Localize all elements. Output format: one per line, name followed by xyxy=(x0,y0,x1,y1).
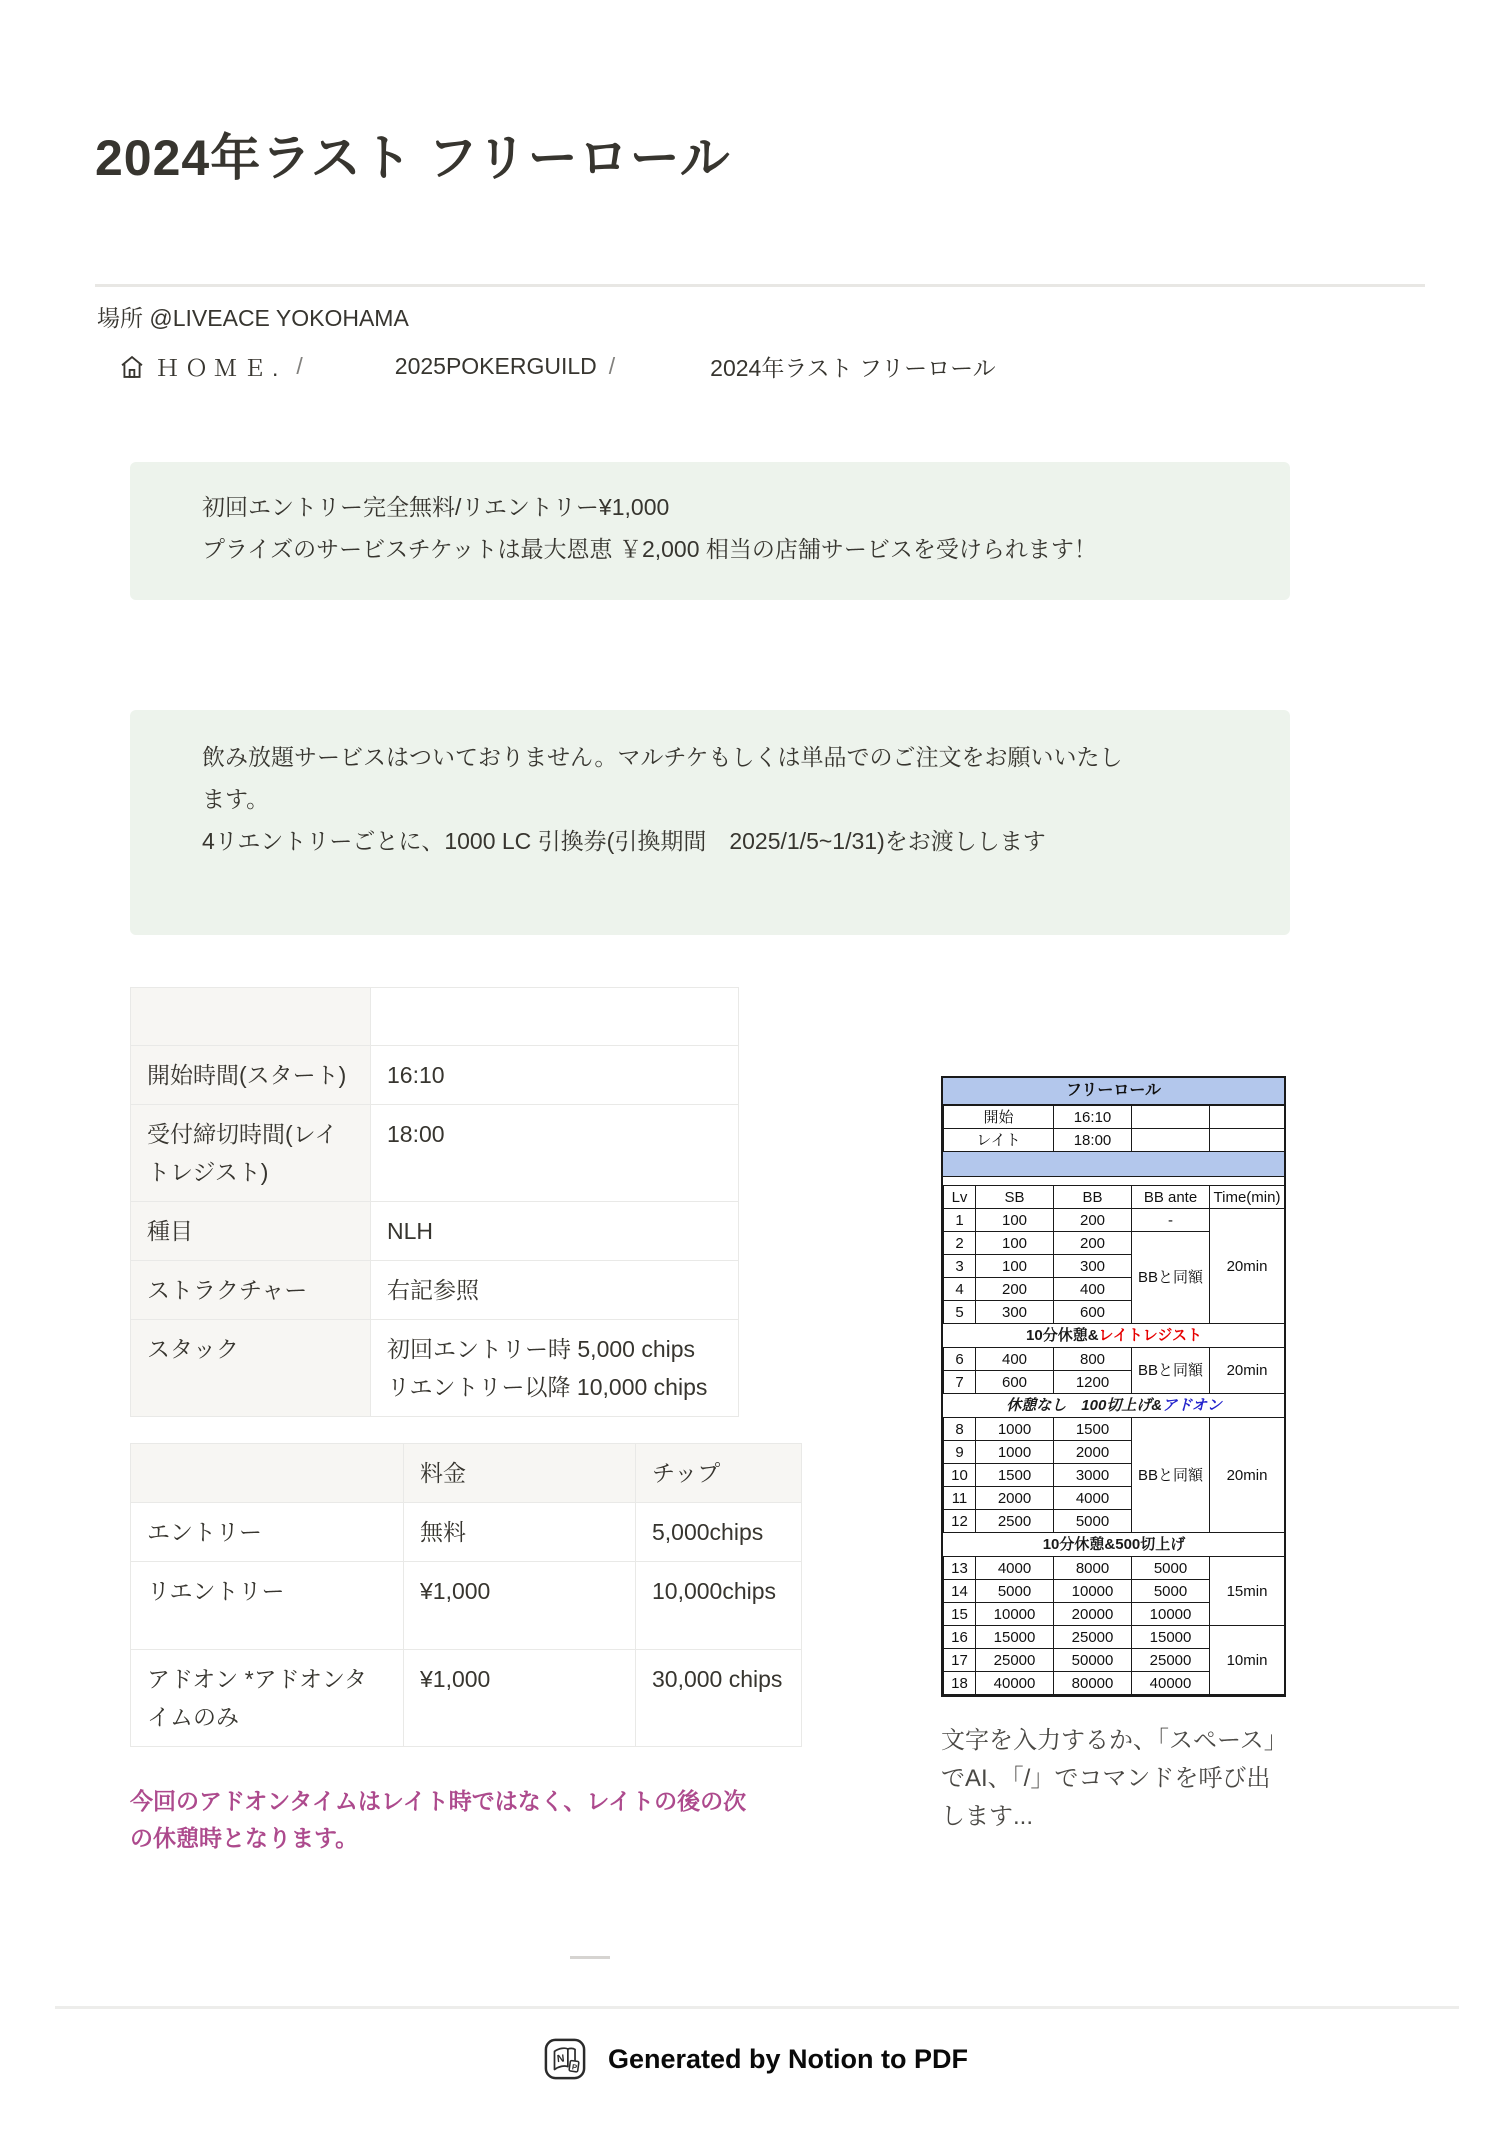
bb-cell: 1200 xyxy=(1054,1371,1132,1394)
lv-cell: 12 xyxy=(944,1510,976,1533)
sb-cell: 15000 xyxy=(976,1626,1054,1649)
lv-cell: 10 xyxy=(944,1464,976,1487)
row-label-cell: 開始時間(スタート) xyxy=(131,1046,371,1105)
lv-cell: 11 xyxy=(944,1487,976,1510)
lv-cell: 1 xyxy=(944,1209,976,1232)
sb-cell: 100 xyxy=(976,1209,1054,1232)
break-band-text: アドオン xyxy=(1162,1397,1222,1414)
collapsed-divider xyxy=(570,1956,610,1959)
lv-cell: 7 xyxy=(944,1371,976,1394)
bb-cell: 25000 xyxy=(1054,1626,1132,1649)
svg-text:N: N xyxy=(556,2052,566,2066)
row-value-cell xyxy=(371,1202,739,1261)
bb-cell: 3000 xyxy=(1054,1464,1132,1487)
lv-cell: 15 xyxy=(944,1603,976,1626)
structure-info-row xyxy=(944,1106,1285,1129)
ante-cell: BBと同額 xyxy=(1132,1232,1210,1324)
structure-info-value: 16:10 xyxy=(1054,1106,1132,1129)
bb-cell: 1500 xyxy=(1054,1418,1132,1441)
home-icon xyxy=(118,353,146,381)
row-value-cell xyxy=(371,1320,739,1417)
callout-text: 4リエントリーごとに、1000 LC 引換券(引換期間 2025/1/5~1/31)をお渡しします xyxy=(202,828,1046,854)
table-cell: 30,000 chips xyxy=(636,1650,802,1747)
structure-blue-band xyxy=(943,1152,1284,1177)
time-cell: 20min xyxy=(1210,1418,1285,1533)
column-header: チップ xyxy=(636,1444,802,1503)
time-cell: 20min xyxy=(1210,1209,1285,1324)
sb-cell: 25000 xyxy=(976,1649,1054,1672)
breadcrumb-item-home[interactable]: ＨＯＭＥ. xyxy=(156,355,285,381)
row-label-cell: 種目 xyxy=(131,1202,371,1261)
break-band-cell xyxy=(944,1533,1285,1557)
table-cell: ¥1,000 xyxy=(404,1650,636,1747)
sb-cell: 400 xyxy=(976,1348,1054,1371)
break-band-text: 10分休憩& xyxy=(1026,1327,1099,1344)
bb-cell: 8000 xyxy=(1054,1557,1132,1580)
lv-cell: 13 xyxy=(944,1557,976,1580)
levels-header-row xyxy=(944,1186,1285,1209)
bb-cell: 5000 xyxy=(1054,1510,1132,1533)
page-title: 2024年ラスト フリーロール xyxy=(95,130,731,186)
empty-cell xyxy=(1132,1129,1210,1152)
sb-cell: 40000 xyxy=(976,1672,1054,1695)
sb-cell: 600 xyxy=(976,1371,1054,1394)
callout-text: 初回エントリー完全無料/リエントリー¥1,000 xyxy=(202,494,670,520)
table-row xyxy=(131,1503,802,1562)
table-row xyxy=(131,988,739,1046)
breadcrumb-separator: / xyxy=(296,353,303,379)
row-label-cell: 受付締切時間(レイトレジスト) xyxy=(131,1105,371,1202)
bb-cell: 200 xyxy=(1054,1232,1132,1255)
sb-cell: 1000 xyxy=(976,1418,1054,1441)
callout-text: プライズのサービスチケットは最大恩恵 ￥2,000 相当の店舗サービスを受けられます！ xyxy=(202,536,1097,562)
bb-cell: 800 xyxy=(1054,1348,1132,1371)
table-cell: 5,000chips xyxy=(636,1503,802,1562)
column-header xyxy=(131,1444,404,1503)
bb-cell: 400 xyxy=(1054,1278,1132,1301)
bb-cell: 10000 xyxy=(1054,1580,1132,1603)
break-band-cell xyxy=(944,1394,1285,1418)
row-value-cell xyxy=(371,988,739,1046)
callout-drink-info xyxy=(130,710,1290,935)
break-band-text: 10分休憩&500切上げ xyxy=(1042,1536,1186,1553)
spacer xyxy=(943,1177,1284,1185)
level-row xyxy=(944,1209,1285,1232)
levels-column-header: BB ante xyxy=(1132,1186,1210,1209)
sb-cell: 100 xyxy=(976,1255,1054,1278)
break-band-row xyxy=(944,1533,1285,1557)
info-table xyxy=(130,987,739,1417)
sb-cell: 1500 xyxy=(976,1464,1054,1487)
sb-cell: 4000 xyxy=(976,1557,1054,1580)
structure-levels-table xyxy=(943,1185,1285,1695)
bb-cell: 80000 xyxy=(1054,1672,1132,1695)
sb-cell: 1000 xyxy=(976,1441,1054,1464)
ante-cell: 10000 xyxy=(1132,1603,1210,1626)
table-row xyxy=(131,1202,739,1261)
table-row xyxy=(131,1650,802,1747)
break-band-row xyxy=(944,1394,1285,1418)
table-cell: リエントリー xyxy=(131,1562,404,1650)
row-value-cell xyxy=(371,1046,739,1105)
table-cell: 10,000chips xyxy=(636,1562,802,1650)
ante-cell: 40000 xyxy=(1132,1672,1210,1695)
bb-cell: 20000 xyxy=(1054,1603,1132,1626)
row-value-cell xyxy=(371,1105,739,1202)
sb-cell: 2500 xyxy=(976,1510,1054,1533)
value-line: 右記参照 xyxy=(387,1277,479,1303)
structure-title: フリーロール xyxy=(943,1078,1284,1105)
lv-cell: 3 xyxy=(944,1255,976,1278)
row-label-cell xyxy=(131,988,371,1046)
empty-cell xyxy=(1210,1129,1285,1152)
addon-note: 今回のアドオンタイムはレイト時ではなく、レイトの後の次の休憩時となります。 xyxy=(130,1788,747,1851)
sb-cell: 300 xyxy=(976,1301,1054,1324)
sb-cell: 5000 xyxy=(976,1580,1054,1603)
placeholder-caption: 文字を入力するか、「スペース」でAI、「/」でコマンドを呼び出します... xyxy=(941,1727,1288,1830)
lv-cell: 18 xyxy=(944,1672,976,1695)
time-cell: 20min xyxy=(1210,1348,1285,1394)
break-band-row xyxy=(944,1324,1285,1348)
empty-cell xyxy=(1210,1106,1285,1129)
level-row xyxy=(944,1626,1285,1649)
table-row xyxy=(131,1261,739,1320)
table-row xyxy=(131,1105,739,1202)
lv-cell: 8 xyxy=(944,1418,976,1441)
ante-cell: 5000 xyxy=(1132,1580,1210,1603)
structure-info-value: 18:00 xyxy=(1054,1129,1132,1152)
structure-info-label: 開始 xyxy=(944,1106,1054,1129)
lv-cell: 17 xyxy=(944,1649,976,1672)
levels-column-header: SB xyxy=(976,1186,1054,1209)
ante-cell: BBと同額 xyxy=(1132,1348,1210,1394)
sb-cell: 200 xyxy=(976,1278,1054,1301)
lv-cell: 2 xyxy=(944,1232,976,1255)
bb-cell: 300 xyxy=(1054,1255,1132,1278)
levels-column-header: Lv xyxy=(944,1186,976,1209)
time-cell: 15min xyxy=(1210,1557,1285,1626)
lv-cell: 5 xyxy=(944,1301,976,1324)
lv-cell: 16 xyxy=(944,1626,976,1649)
value-line: NLH xyxy=(387,1218,434,1244)
value-line: 18:00 xyxy=(387,1121,445,1147)
table-cell: 無料 xyxy=(404,1503,636,1562)
breadcrumb xyxy=(118,350,996,383)
breadcrumb-item-pokerguild[interactable]: 2025POKERGUILD xyxy=(394,353,597,379)
time-cell: 10min xyxy=(1210,1626,1285,1695)
footer-divider xyxy=(55,2006,1459,2009)
break-band-cell xyxy=(944,1324,1285,1348)
ante-cell: - xyxy=(1132,1209,1210,1232)
price-table xyxy=(130,1443,802,1747)
bb-cell: 200 xyxy=(1054,1209,1132,1232)
header-row xyxy=(131,1444,802,1503)
callout-text: 飲み放題サービスはついておりません。マルチケもしくは単品でのご注文をお願いいたします。 xyxy=(202,744,1123,812)
lv-cell: 6 xyxy=(944,1348,976,1371)
divider xyxy=(95,284,1425,287)
ante-cell: 5000 xyxy=(1132,1557,1210,1580)
level-row xyxy=(944,1348,1285,1371)
level-row xyxy=(944,1418,1285,1441)
value-line: リエントリー以降 10,000 chips xyxy=(387,1374,708,1400)
levels-column-header: Time(min) xyxy=(1210,1186,1285,1209)
bb-cell: 4000 xyxy=(1054,1487,1132,1510)
structure-info-row xyxy=(944,1129,1285,1152)
row-label-cell: スタック xyxy=(131,1320,371,1417)
bb-cell: 600 xyxy=(1054,1301,1132,1324)
structure-top-table xyxy=(943,1105,1285,1152)
lv-cell: 14 xyxy=(944,1580,976,1603)
column-header: 料金 xyxy=(404,1444,636,1503)
ante-cell: 15000 xyxy=(1132,1626,1210,1649)
ante-cell: BBと同額 xyxy=(1132,1418,1210,1533)
bb-cell: 2000 xyxy=(1054,1441,1132,1464)
break-band-text: 休憩なし 100切上げ& xyxy=(1006,1397,1163,1414)
levels-column-header: BB xyxy=(1054,1186,1132,1209)
breadcrumb-separator: / xyxy=(608,353,616,379)
callout-entry-info xyxy=(130,462,1290,600)
notion-to-pdf-icon xyxy=(544,2038,586,2080)
footer xyxy=(0,2038,1512,2080)
value-line: 初回エントリー時 5,000 chips xyxy=(387,1336,696,1362)
structure-image xyxy=(941,1076,1286,1697)
table-row xyxy=(131,1562,802,1650)
lv-cell: 4 xyxy=(944,1278,976,1301)
ante-cell: 25000 xyxy=(1132,1649,1210,1672)
bb-cell: 50000 xyxy=(1054,1649,1132,1672)
table-row xyxy=(131,1320,739,1417)
structure-info-label: レイト xyxy=(944,1129,1054,1152)
table-cell: ¥1,000 xyxy=(404,1562,636,1650)
location-text: 場所 @LIVEACE YOKOHAMA xyxy=(97,305,409,331)
table-row xyxy=(131,1046,739,1105)
row-label-cell: ストラクチャー xyxy=(131,1261,371,1320)
break-band-text: レイトレジスト xyxy=(1098,1327,1202,1344)
row-value-cell xyxy=(371,1261,739,1320)
sb-cell: 100 xyxy=(976,1232,1054,1255)
lv-cell: 9 xyxy=(944,1441,976,1464)
sb-cell: 10000 xyxy=(976,1603,1054,1626)
table-cell: エントリー xyxy=(131,1503,404,1562)
svg-text:P: P xyxy=(571,2062,578,2072)
footer-label: Generated by Notion to PDF xyxy=(607,2043,969,2074)
level-row xyxy=(944,1557,1285,1580)
table-cell: アドオン *アドオンタイムのみ xyxy=(131,1650,404,1747)
empty-cell xyxy=(1132,1106,1210,1129)
value-line: 16:10 xyxy=(387,1062,445,1088)
breadcrumb-item-current[interactable]: 2024年ラスト フリーロール xyxy=(710,355,996,381)
sb-cell: 2000 xyxy=(976,1487,1054,1510)
